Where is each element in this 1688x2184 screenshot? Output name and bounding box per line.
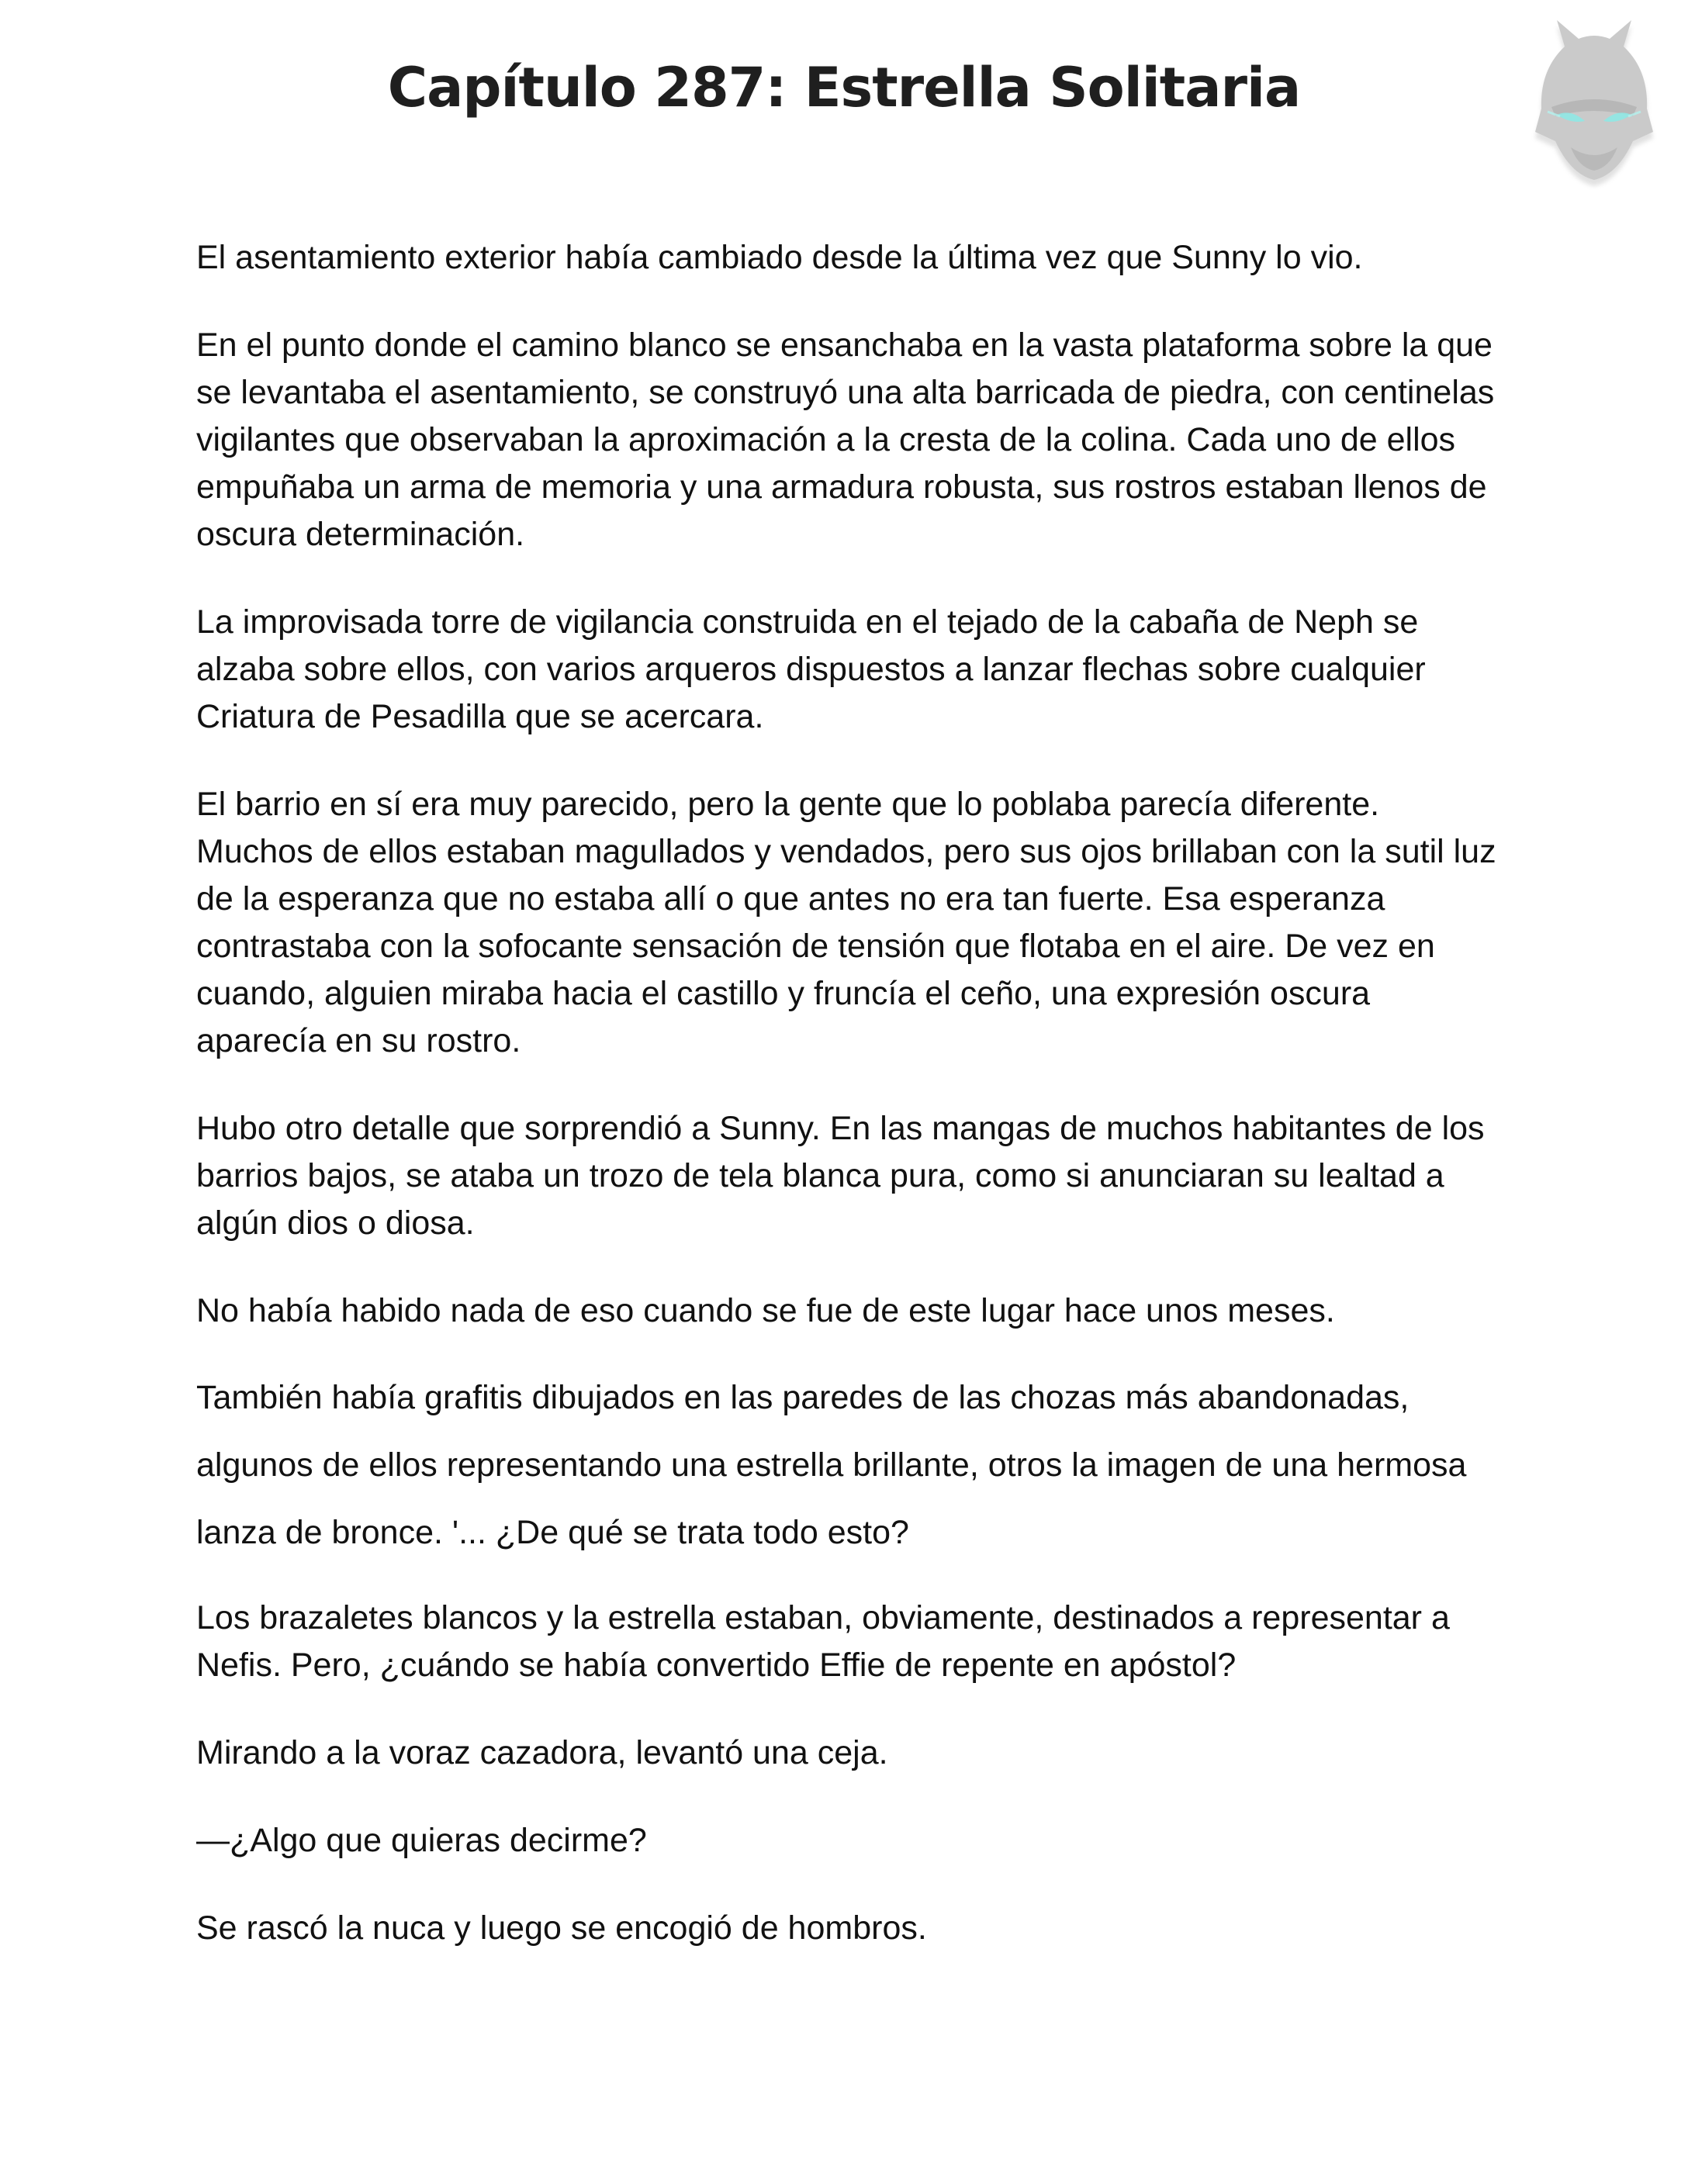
dialogue-line: —¿Algo que quieras decirme? (196, 1822, 647, 1859)
chapter-title: Capítulo 287: Estrella Solitaria (387, 56, 1301, 119)
paragraph: Se rascó la nuca y luego se encogió de hombros. (196, 1909, 927, 1947)
paragraph: También había grafitis dibujados en las paredes de las chozas más abandonadas, algunos de ellos representando una estrella brillante, otros la imagen de una hermosa lanza de bronce. '... ¿De qué se trata todo esto? (196, 1379, 1467, 1551)
paragraph: La improvisada torre de vigilancia construida en el tejado de la cabaña de Neph se alzaba sobre ellos, con varios arqueros dispuestos a lanzar flechas sobre cualquier Criatura de Pesadilla que se acercara. (196, 603, 1426, 735)
chapter-body (196, 234, 1499, 1992)
paragraph: El asentamiento exterior había cambiado desde la última vez que Sunny lo vio. (196, 239, 1363, 276)
paragraph: Hubo otro detalle que sorprendió a Sunny. En las mangas de muchos habitantes de los barrios bajos, se ataba un trozo de tela blanca pura, como si anunciaran su lealtad a algún dios o diosa. (196, 1110, 1485, 1242)
paragraph: No había habido nada de eso cuando se fue de este lugar hace unos meses. (196, 1292, 1335, 1329)
demon-mask-icon (1517, 16, 1672, 194)
paragraph: Los brazaletes blancos y la estrella estaban, obviamente, destinados a representar a Nefis. Pero, ¿cuándo se había convertido Effie de repente en apóstol? (196, 1599, 1450, 1684)
paragraph: El barrio en sí era muy parecido, pero la gente que lo poblaba parecía diferente. Muchos de ellos estaban magullados y vendados, pero sus ojos brillaban con la sutil luz de la esperanza que no estaba allí o que antes no era tan fuerte. Esa esperanza contrastaba con la sofocante sensación de tensión que flotaba en el aire. De vez en cuando, alguien miraba hacia el castillo y fruncía el ceño, una expresión oscura aparecía en su rostro. (196, 786, 1496, 1059)
paragraph: En el punto donde el camino blanco se ensanchaba en la vasta plataforma sobre la que se levantaba el asentamiento, se construyó una alta barricada de piedra, con centinelas vigilantes que observaban la aproximación a la cresta de la colina. Cada uno de ellos empuñaba un arma de memoria y una armadura robusta, sus rostros estaban llenos de oscura determinación. (196, 327, 1495, 553)
paragraph: Mirando a la voraz cazadora, levantó una ceja. (196, 1734, 888, 1771)
